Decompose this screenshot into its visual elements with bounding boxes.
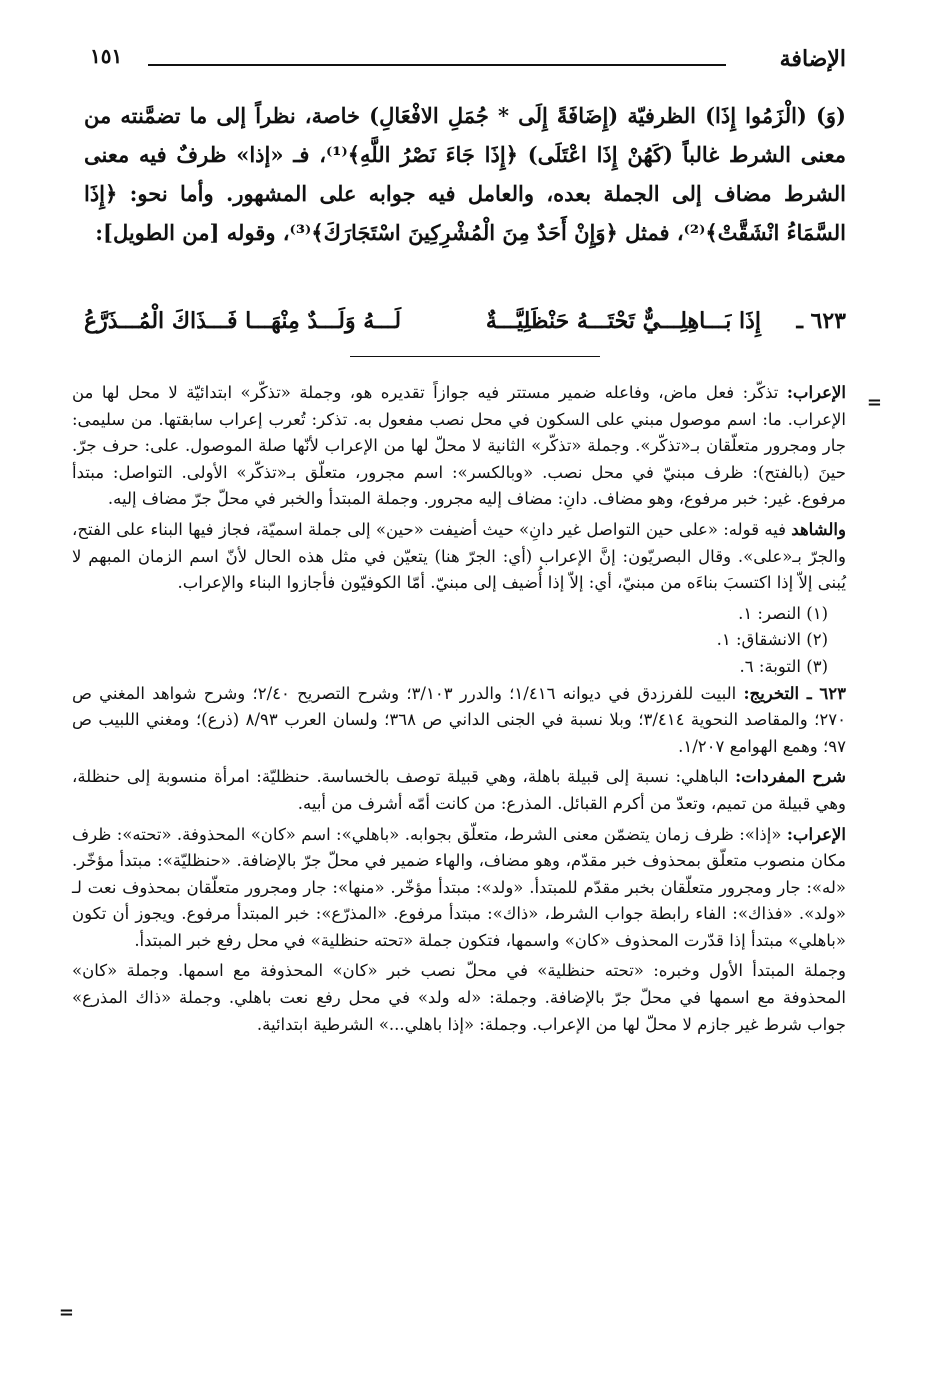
footnote-item [72,654,846,681]
running-title: الإضافة [779,46,846,72]
note-paragraph [72,517,846,597]
note-text: فيه قوله: «على حين التواصل غير دانِ» حيث أضيفت «حين» إلى جملة اسميّة، فجاز فيها البناء على الفتح، والجرّ بـ«على». وقال البصريّون: إنَّ الإعراب (أي: الجرّ هنا) يتعيّن في مثل هذه الحال لأنّ اسم الزمان المبهم لا يُبنى إلاّ إذا اكتسبَ بناءَه من مبنيّ، أي: إلاّ إذا أُضيف إلى مبنيّ. أمّا الكوفيّون فأجازوا البناء والإعراب. [72,519,846,593]
footnote-separator [350,356,600,357]
footnote-text: (٢) الانشقاق: ١. [716,630,828,650]
note-paragraph [72,380,846,513]
footnote-text: (٣) التوبة: ٦. [739,656,828,676]
main-text [84,96,846,252]
poetry-verse [84,302,846,342]
continuation-mark: = [866,392,882,413]
note-text: الباهلي: نسبة إلى قبيلة باهلة، وهي قبيلة توصف بالخساسة. حنظليّة: امرأة منسوبة إلى حنظلة، وهي قبيلة من تميم، وتعدّ من أكرم القبائل. المذرع: من كانت أمّه أشرف من أبيه. [72,767,846,813]
verse-number: ٦٢٣ ـ [796,308,846,334]
continuation-mark: = [58,1302,74,1323]
footnote-item [72,601,846,628]
verse-hemistich-second: لَـــهُ وَلَـــدٌ مِنْهَـــا فَـــذَاكَ الْمُـــذَرَّعُ [84,308,402,334]
page-header [90,40,846,80]
note-paragraph [72,822,846,955]
note-label: شرح المفردات: [735,767,846,787]
verse-hemistich-first: إِذَا بَـــاهِلِـــيٌّ تَحْتَـــهُ حَنْظَلِيَّـــةٌ [485,308,761,334]
footnote-text: (١) النصر: ١. [738,603,828,623]
note-label: ٦٢٣ ـ التخريج: [743,683,846,703]
note-paragraph [72,681,846,761]
note-text: وجملة المبتدأ الأول وخبره: «تحته حنظلية» في محلّ نصب خبر «كان» المحذوفة مع اسمها. وجملة «كان» المحذوفة مع اسمها في محلّ جرّ بالإضافة. وجملة: «له ولد» في محل رفع نعت باهلي. وجملة «ذاك المذرع» جواب شرط غير جازم لا محلّ لها من الإعراب. وجملة: «إذا باهلي...» الشرطية ابتدائية. [72,961,846,1034]
note-text: «إذا»: ظرف زمان يتضمّن معنى الشرط، متعلّق بجوابه. «باهلي»: اسم «كان» المحذوفة. «تحته»: ظرف مكان منصوب متعلّق بمحذوف خبر مقدّم، وهو مضاف، والهاء ضمير في محلّ جرّ بالإضافة. «حنظليّة»: مبتدأ مؤخّر. «له»: جار ومجرور متعلّقان بخبر مقدّم للمبتدأ. «ولد»: مبتدأ مؤخّر. «منها»: جار ومجرور متعلّقان بمحذوف نعت لـ «ولد». «فذاك»: الفاء رابطة جواب الشرط، «ذاك»: مبتدأ مرفوع. «المذرّع»: خبر المبتدأ مرفوع. ويجوز أن تكون «باهلي» مبتدأ إذا قدّرت المحذوف «كان» واسمها، فتكون جملة «تحته حنظلية» في محل رفع خبر المبتدأ. [72,824,846,950]
note-text: البيت للفرزدق في ديوانه ١/٤١٦؛ والدرر ٣/١٠٣؛ وشرح التصريح ٢/٤٠؛ وشرح شواهد المغني ص ٢٧٠؛ والمقاصد النحوية ٣/٤١٤؛ وبلا نسبة في الجنى الداني ص ٣٦٨؛ ولسان العرب ٨/٩٣ (ذرع)؛ ومغني اللبيب ص ٩٧؛ وهمع الهوامع ١/٢٠٧. [72,683,846,756]
note-paragraph [72,958,846,1038]
note-label: والشاهد [791,519,846,539]
note-text: تذكّر: فعل ماض، وفاعله ضمير مستتر فيه جوازاً تقديره هو، وجملة «تذكّر» ابتدائيّة لا محل لها من الإعراب. ما: اسم موصول مبني على السكون في محل نصب مفعول به. تذكر: تُعرب إعراب سابقتها. من سليمى: جار ومجرور متعلّقان بـ«تذكّر». وجملة «تذكّر» الثانية لا محلّ لها من الإعراب لأنّها صلة الموصول. على: حرف جرّ. حينَ (بالفتح): ظرف مبنيّ في محل نصب. «وبالكسر»: اسم مجرور، متعلّق بـ«تذكّر» الأولى. التواصل: مبتدأ مرفوع. غير: خبر مرفوع، وهو مضاف. دانِ: مضاف إليه مجرور. وجملة المبتدأ والخبر في محلّ جرّ مضاف إليه. [72,383,846,509]
page-number: ١٥١ [90,44,123,68]
note-label: الإعراب: [786,824,846,844]
note-label: الإعراب: [786,383,846,402]
footnotes [72,380,846,1042]
main-paragraph: (وَ) (الْزَمُوا إِذَا) الظرفيّة (إِضَافَةً إِلَى * جُمَلِ الافْعَالِ) خاصة، نظراً إلى ما تضمَّنته من معنى الشرط غالباً (كَهُنْ إِذَا اعْتَلَى) ﴿إِذَا جَاءَ نَصْرُ اللَّهِ﴾⁽¹⁾، فـ «إذا» ظرفٌ فيه معنى الشرط مضاف إلى الجملة بعده، والعامل فيه جوابه على المشهور. وأما نحو: ﴿إِذَا السَّمَاءُ انْشَقَّتْ﴾⁽²⁾، فمثل ﴿وَإِنْ أَحَدٌ مِنَ الْمُشْرِكِينَ اسْتَجَارَكَ﴾⁽³⁾، وقوله [من الطويل]: [84,103,846,245]
header-rule [148,64,726,66]
footnote-item [72,627,846,654]
note-paragraph [72,764,846,817]
